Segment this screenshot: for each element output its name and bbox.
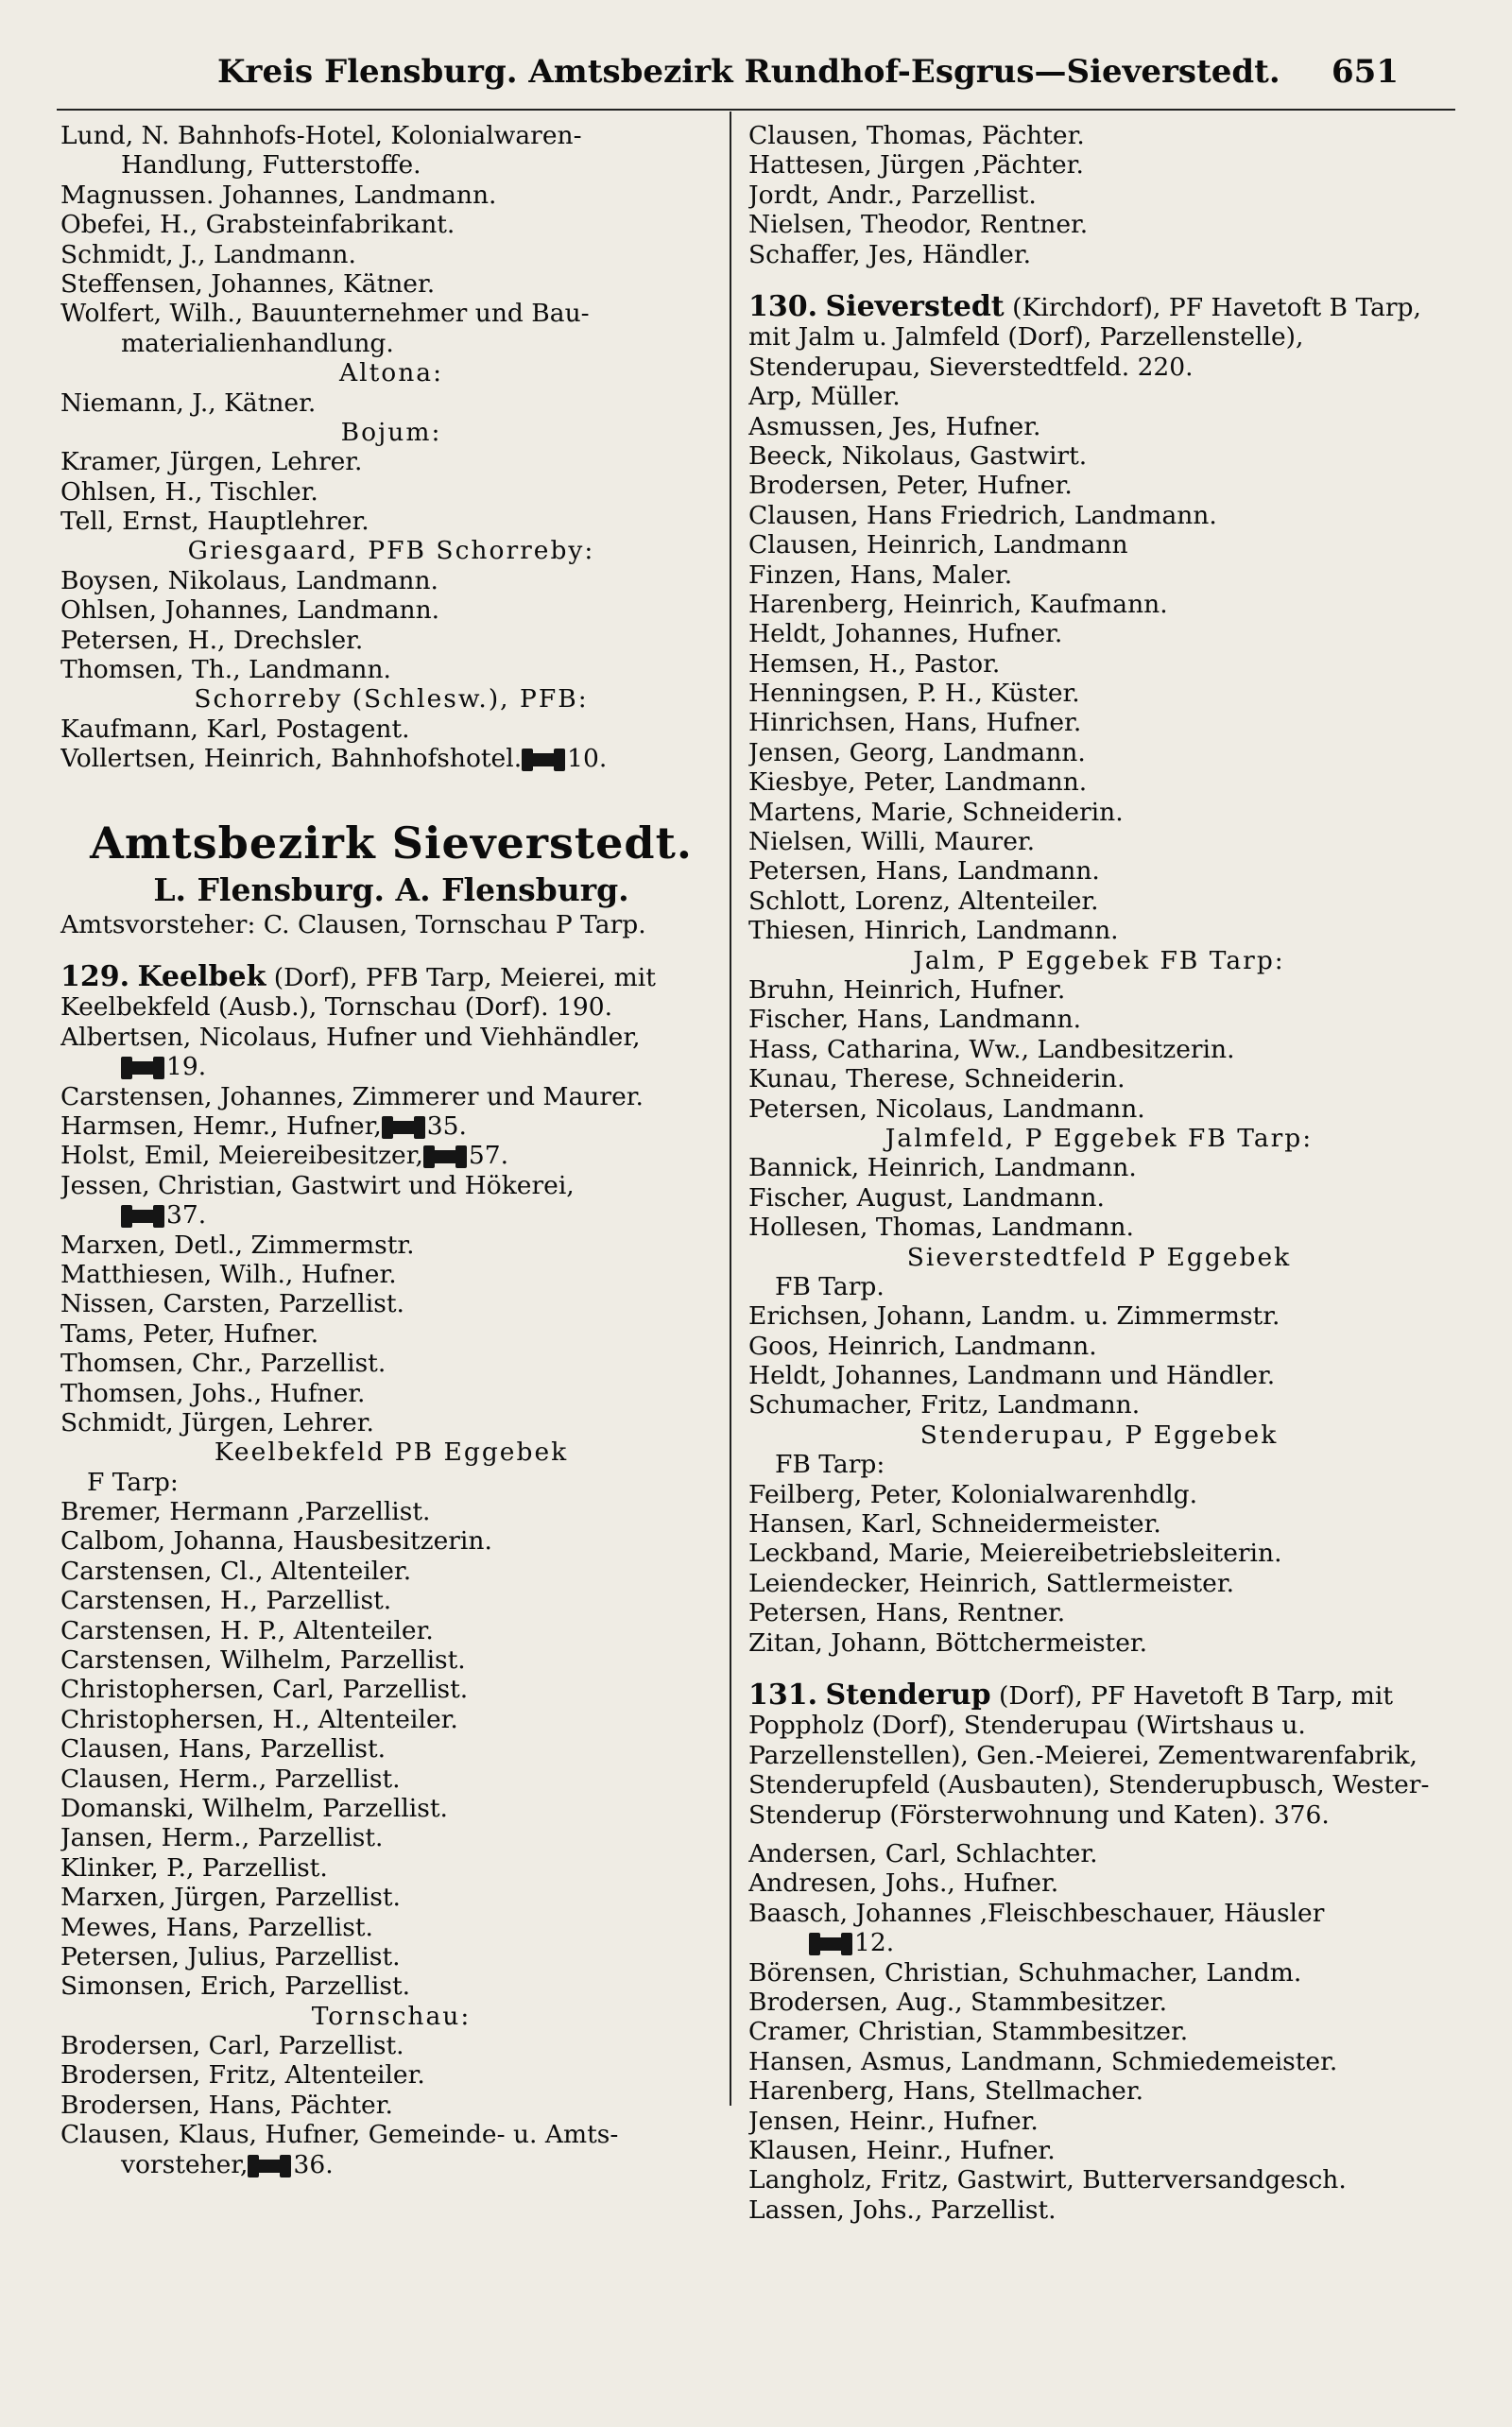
place-description: (Kirchdorf), PF Havetoft B Tarp, mit Jalm u. Jalmfeld (Dorf), Parzellenstelle), Stenderupau, Sieverstedtfeld. 220. — [748, 292, 1421, 382]
directory-entry: Baasch, Johannes ,Fleischbeschauer, Häusler — [748, 1898, 1325, 1928]
entries-block — [748, 1301, 1450, 1420]
directory-entry: Magnussen. Johannes, Landmann. — [60, 180, 497, 210]
directory-entry: Petersen, H., Drechsler. — [60, 625, 364, 655]
directory-entry: Thomsen, Th., Landmann. — [60, 655, 391, 685]
page-header — [217, 47, 1399, 104]
district-heading: Amtsbezirk Sieverstedt. — [90, 817, 693, 869]
directory-entry: Steffensen, Johannes, Kätner. — [60, 268, 436, 299]
directory-entry: Klinker, P., Parzellist. — [60, 1852, 328, 1883]
directory-entry: Petersen, Hans, Rentner. — [748, 1598, 1066, 1628]
place-heading-jalmfeld: Jalmfeld, P Eggebek FB Tarp: — [885, 1123, 1314, 1153]
place-heading-keelbekfeld-cont: F Tarp: — [87, 1467, 179, 1497]
place-heading-keelbekfeld: Keelbekfeld PB Eggebek — [214, 1437, 569, 1468]
directory-entry: Bannick, Heinrich, Landmann. — [748, 1153, 1137, 1183]
directory-entry: Schmidt, J., Landmann. — [60, 239, 356, 269]
directory-entry: Marxen, Jürgen, Parzellist. — [60, 1883, 401, 1913]
place-name: Sieverstedt — [825, 289, 1005, 323]
place-name: Stenderup — [825, 1678, 991, 1712]
directory-entry: Bruhn, Heinrich, Hufner. — [748, 974, 1066, 1005]
place-name: Keelbek — [137, 960, 266, 993]
directory-entry: Leckband, Marie, Meiereibetriebsleiterin. — [748, 1539, 1282, 1569]
directory-entry: Obefei, H., Grabsteinfabrikant. — [60, 210, 455, 240]
running-title: Kreis Flensburg. Amtsbezirk Rundhof-Esgrus—Sieverstedt. — [217, 53, 1280, 91]
directory-entry: Thiesen, Hinrich, Landmann. — [748, 916, 1119, 946]
directory-entry: Carstensen, Cl., Altenteiler. — [60, 1556, 412, 1586]
entries-block — [748, 121, 1450, 269]
place-number: 129. — [60, 960, 130, 993]
entries-block — [748, 1480, 1450, 1658]
directory-entry-cont: 19. — [60, 1052, 722, 1081]
directory-entry: Jessen, Christian, Gastwirt und Hökerei, — [60, 1170, 575, 1200]
directory-entry: Thomsen, Johs., Hufner. — [60, 1378, 366, 1408]
entries-block — [748, 1958, 1450, 2226]
directory-entry: Wolfert, Wilh., Bauunternehmer und Bau- — [60, 299, 590, 329]
place-entry-131 — [748, 1680, 1450, 1830]
directory-entry: Harenberg, Hans, Stellmacher. — [748, 2076, 1144, 2107]
directory-entry: Petersen, Hans, Landmann. — [748, 856, 1100, 886]
entries-block — [60, 1231, 722, 1438]
place-heading-altona: Altona: — [338, 358, 443, 388]
directory-entry: Calbom, Johanna, Hausbesitzerin. — [60, 1526, 492, 1557]
telephone-icon — [251, 2160, 287, 2173]
directory-entry: Klausen, Heinr., Hufner. — [748, 2135, 1056, 2165]
place-heading-bojum: Bojum: — [340, 417, 442, 447]
directory-entry-cont: materialienhandlung. — [121, 328, 394, 358]
place-description: (Dorf), PFB Tarp, Meierei, mit Keelbekfeld (Ausb.), Tornschau (Dorf). 190. — [60, 963, 656, 1023]
place-heading-jalm: Jalm, P Eggebek FB Tarp: — [913, 945, 1285, 975]
entries-block — [748, 975, 1450, 1124]
directory-entry: Carstensen, Wilhelm, Parzellist. — [60, 1645, 466, 1676]
directory-entry: Nielsen, Theodor, Rentner. — [748, 210, 1089, 240]
directory-entry: Fischer, August, Landmann. — [748, 1182, 1105, 1213]
directory-entry: Clausen, Hans Friedrich, Landmann. — [748, 500, 1217, 530]
place-description: (Dorf), PF Havetoft B Tarp, mit Poppholz (Dorf), Stenderupau (Wirtshaus u. Parzellenstellen), Gen.-Meierei, Zementwarenfabrik, Stenderupfeld (Ausbauten), Stenderupbusch, Wester-Stenderup (Försterwohnung und Katen). 376. — [748, 1680, 1430, 1830]
amtsvorsteher-line: Amtsvorsteher: C. Clausen, Tornschau P Tarp. — [60, 909, 646, 939]
directory-entry: Andresen, Johs., Hufner. — [748, 1868, 1059, 1899]
entries-block — [748, 382, 1450, 945]
right-column — [748, 121, 1450, 2225]
directory-entry: Brodersen, Peter, Hufner. — [748, 471, 1073, 501]
directory-entry: Schmidt, Jürgen, Lehrer. — [60, 1407, 374, 1437]
directory-entry: Goos, Heinrich, Landmann. — [748, 1331, 1097, 1361]
directory-entry: Kaufmann, Karl, Postagent. — [60, 714, 410, 744]
directory-entry: Beeck, Nikolaus, Gastwirt. — [748, 440, 1088, 471]
directory-entry: Nielsen, Willi, Maurer. — [748, 827, 1036, 857]
directory-entry: Langholz, Fritz, Gastwirt, Butterversandgesch. — [748, 2165, 1347, 2195]
directory-entry: Lund, N. Bahnhofs-Hotel, Kolonialwaren- — [60, 121, 582, 150]
directory-entry: Hass, Catharina, Ww., Landbesitzerin. — [748, 1034, 1235, 1064]
directory-entry: Carstensen, H., Parzellist. — [60, 1586, 392, 1616]
directory-entry: Finzen, Hans, Maler. — [748, 559, 1013, 590]
page-number: 651 — [1332, 53, 1399, 91]
directory-entry: Jensen, Heinr., Hufner. — [748, 2106, 1039, 2136]
place-entry-130 — [748, 289, 1450, 382]
telephone-icon — [813, 1937, 849, 1951]
entries-block — [748, 1153, 1450, 1242]
entries-block — [60, 714, 722, 744]
place-heading-schorreby: Schorreby (Schlesw.), PFB: — [194, 684, 589, 714]
directory-entry: Jensen, Georg, Landmann. — [748, 737, 1086, 767]
directory-entry: Heldt, Johannes, Landmann und Händler. — [748, 1361, 1276, 1391]
telephone-icon — [386, 1121, 421, 1134]
entries-block — [60, 121, 722, 358]
place-heading-sieverstedtfeld: Sieverstedtfeld P Eggebek — [906, 1242, 1292, 1272]
directory-entry: Brodersen, Carl, Parzellist. — [60, 2031, 404, 2061]
directory-entry: Hemsen, H., Pastor. — [748, 648, 1001, 679]
directory-entry: Boysen, Nikolaus, Landmann. — [60, 565, 438, 595]
directory-entry: Petersen, Julius, Parzellist. — [60, 1941, 401, 1971]
directory-entry: Harenberg, Heinrich, Kaufmann. — [748, 589, 1168, 619]
left-column — [60, 121, 722, 2179]
directory-entry: Brodersen, Fritz, Altenteiler. — [60, 2060, 425, 2091]
place-entry-129 — [60, 962, 722, 1023]
directory-entry: Ohlsen, Johannes, Landmann. — [60, 595, 440, 626]
place-heading-tornschau: Tornschau: — [311, 2001, 472, 2031]
directory-entry: Hattesen, Jürgen ,Pächter. — [748, 150, 1084, 181]
place-heading-griesgaard: Griesgaard, PFB Schorreby: — [187, 536, 595, 566]
directory-entry: Holst, Emil, Meiereibesitzer, 57. — [60, 1141, 509, 1171]
directory-entry: Christophersen, Carl, Parzellist. — [60, 1675, 469, 1705]
directory-entry: Carstensen, H. P., Altenteiler. — [60, 1615, 434, 1645]
directory-entry: Clausen, Heinrich, Landmann — [748, 530, 1128, 560]
directory-entry: Arp, Müller. — [748, 382, 901, 412]
directory-entry-cont: Handlung, Futterstoffe. — [121, 150, 421, 181]
place-number: 131. — [748, 1678, 818, 1712]
directory-entry: Jansen, Herm., Parzellist. — [60, 1823, 384, 1853]
directory-entry-cont: 12. — [748, 1928, 1450, 1957]
directory-entry: Zitan, Johann, Böttchermeister. — [748, 1627, 1148, 1658]
entries-block — [60, 566, 722, 685]
telephone-icon — [125, 1061, 161, 1075]
directory-entry: Bremer, Hermann ,Parzellist. — [60, 1497, 431, 1527]
directory-entry: Marxen, Detl., Zimmermstr. — [60, 1230, 415, 1260]
directory-entry: Lassen, Johs., Parzellist. — [748, 2195, 1057, 2225]
directory-entry: Henningsen, P. H., Küster. — [748, 679, 1080, 709]
directory-entry: Asmussen, Jes, Hufner. — [748, 411, 1041, 441]
directory-entry: Simonsen, Erich, Parzellist. — [60, 1971, 411, 2002]
place-heading-sieverstedtfeld-cont: FB Tarp. — [775, 1271, 885, 1301]
directory-entry: Leiendecker, Heinrich, Sattlermeister. — [748, 1568, 1235, 1598]
header-rule — [57, 109, 1455, 111]
entries-block — [60, 388, 722, 418]
directory-entry: Kiesbye, Peter, Landmann. — [748, 767, 1088, 798]
directory-entry: Clausen, Herm., Parzellist. — [60, 1764, 401, 1794]
directory-entry: Hansen, Asmus, Landmann, Schmiedemeister. — [748, 2046, 1338, 2076]
directory-entry: Heldt, Johannes, Hufner. — [748, 619, 1063, 649]
directory-entry: Schumacher, Fritz, Landmann. — [748, 1390, 1141, 1420]
directory-entry: Harmsen, Hemr., Hufner, 35. — [60, 1110, 467, 1141]
directory-entry: Nissen, Carsten, Parzellist. — [60, 1289, 404, 1319]
directory-entry: Feilberg, Peter, Kolonialwarenhdlg. — [748, 1479, 1198, 1509]
directory-entry: Petersen, Nicolaus, Landmann. — [748, 1093, 1145, 1124]
entries-block — [60, 447, 722, 536]
directory-entry-cont: vorsteher, 36. — [121, 2149, 334, 2179]
directory-entry: Clausen, Klaus, Hufner, Gemeinde- u. Amts- — [60, 2120, 619, 2150]
telephone-icon — [427, 1150, 463, 1163]
place-heading-stenderupau-cont: FB Tarp: — [775, 1450, 885, 1480]
directory-entry: Erichsen, Johann, Landm. u. Zimmermstr. — [748, 1301, 1280, 1332]
place-number: 130. — [748, 289, 818, 323]
directory-entry: Hollesen, Thomas, Landmann. — [748, 1213, 1134, 1243]
place-heading-stenderupau: Stenderupau, P Eggebek — [919, 1420, 1279, 1450]
directory-entry: Hansen, Karl, Schneidermeister. — [748, 1509, 1161, 1540]
directory-entry: Domanski, Wilhelm, Parzellist. — [60, 1793, 448, 1823]
directory-entry: Cramer, Christian, Stammbesitzer. — [748, 2017, 1189, 2047]
directory-entry: Albertsen, Nicolaus, Hufner und Viehhändler, — [60, 1022, 641, 1052]
directory-entry: Brodersen, Aug., Stammbesitzer. — [748, 1987, 1168, 2017]
entries-block — [60, 1497, 722, 2002]
directory-entry: Thomsen, Chr., Parzellist. — [60, 1349, 387, 1379]
directory-entry: Carstensen, Johannes, Zimmerer und Maurer. — [60, 1081, 644, 1111]
directory-entry: Schlott, Lorenz, Altenteiler. — [748, 886, 1099, 916]
entries-block — [60, 2031, 722, 2120]
directory-entry: Clausen, Thomas, Pächter. — [748, 121, 1085, 150]
directory-entry: Ohlsen, H., Tischler. — [60, 476, 318, 507]
directory-entry: Vollertsen, Heinrich, Bahnhofshotel. 10. — [60, 744, 608, 774]
directory-entry: Kramer, Jürgen, Lehrer. — [60, 447, 363, 477]
directory-entry: Andersen, Carl, Schlachter. — [748, 1839, 1098, 1868]
directory-entry: Schaffer, Jes, Händler. — [748, 239, 1032, 269]
district-subheading: L. Flensburg. A. Flensburg. — [153, 870, 629, 908]
directory-entry: Fischer, Hans, Landmann. — [748, 1005, 1081, 1035]
directory-entry: Jordt, Andr., Parzellist. — [748, 180, 1037, 210]
directory-entry: Matthiesen, Wilh., Hufner. — [60, 1259, 397, 1289]
directory-entry: Christophersen, H., Altenteiler. — [60, 1704, 458, 1734]
directory-entry: Tell, Ernst, Hauptlehrer. — [60, 507, 369, 537]
directory-entry: Martens, Marie, Schneiderin. — [748, 797, 1124, 827]
column-divider — [730, 112, 731, 2106]
telephone-icon — [525, 753, 561, 766]
directory-entry-cont: 37. — [60, 1200, 722, 1230]
entries-block — [748, 1839, 1450, 1899]
directory-entry: Tams, Peter, Hufner. — [60, 1318, 319, 1349]
directory-entry: Niemann, J., Kätner. — [60, 387, 317, 418]
directory-entry: Börensen, Christian, Schuhmacher, Landm. — [748, 1957, 1302, 1988]
directory-entry: Clausen, Hans, Parzellist. — [60, 1734, 387, 1764]
directory-entry: Brodersen, Hans, Pächter. — [60, 2090, 393, 2120]
directory-entry: Mewes, Hans, Parzellist. — [60, 1912, 373, 1942]
directory-entry: Hinrichsen, Hans, Hufner. — [748, 708, 1082, 738]
telephone-icon — [125, 1210, 161, 1223]
directory-entry: Kunau, Therese, Schneiderin. — [748, 1064, 1125, 1094]
